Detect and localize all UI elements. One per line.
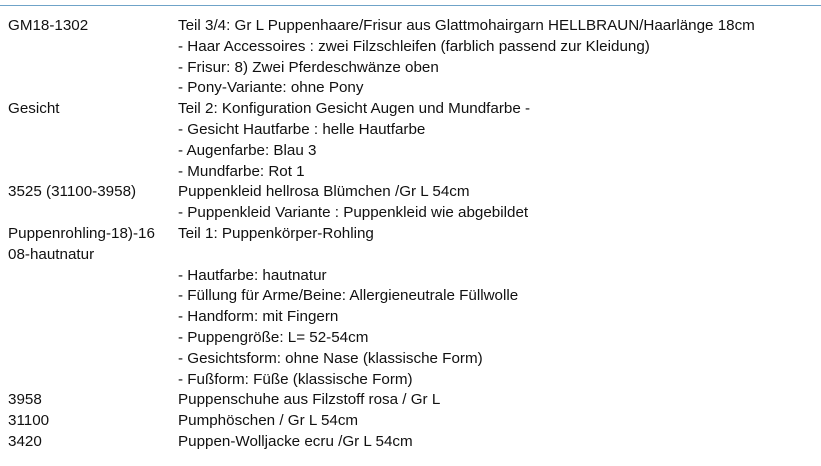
description-line: - Hautfarbe: hautnatur [178,266,327,284]
description-line: Teil 3/4: Gr L Puppenhaare/Frisur aus Glattmohairgarn HELLBRAUN/Haarlänge 18cm [178,17,755,34]
item-description [178,432,820,453]
description-line: - Haar Accessoires : zwei Filzschleifen (farblich passend zur Kleidung) [178,37,650,55]
description-line: Teil 1: Puppenkörper-Rohling [178,224,374,242]
description-line: Teil 2: Konfiguration Gesicht Augen und Mundfarbe - [178,100,531,118]
table-row [8,99,820,182]
description-line: Puppenschuhe aus Filzstoff rosa / Gr L [178,391,441,409]
table-row [8,411,820,432]
description-line: - Augenfarbe: Blau 3 [178,141,317,159]
description-line: Pumphöschen / Gr L 54cm [178,412,359,430]
item-code: 3958 [8,391,42,409]
item-code: 31100 [8,412,50,430]
top-divider [0,5,821,6]
item-code: Gesicht [8,100,60,118]
item-description [178,182,820,224]
description-line: - Gesicht Hautfarbe : helle Hautfarbe [178,120,426,138]
table-row [8,390,820,411]
description-line: - Füllung für Arme/Beine: Allergieneutrale Füllwolle [178,287,519,305]
table-row [8,16,820,99]
description-line: Puppenkleid hellrosa Blümchen /Gr L 54cm [178,183,470,201]
item-description [178,99,820,182]
description-line: - Mundfarbe: Rot 1 [178,162,305,180]
description-line: - Puppengröße: L= 52-54cm [178,328,369,346]
item-description [178,411,820,432]
description-line: - Fußform: Füße (klassische Form) [178,370,413,388]
description-line: - Frisur: 8) Zwei Pferdeschwänze oben [178,58,439,76]
description-line-blank [178,245,820,266]
item-code: GM18-1302 [8,17,89,34]
item-description [178,16,820,99]
table-row [8,224,820,390]
item-description [178,390,820,411]
item-code: Puppenrohling-18)-16 08-hautnatur [8,224,155,263]
item-code: 3525 (31100-3958) [8,183,137,201]
table-row [8,432,820,453]
description-line: - Pony-Variante: ohne Pony [178,79,364,97]
description-line: - Puppenkleid Variante : Puppenkleid wie abgebildet [178,204,529,222]
description-line: - Gesichtsform: ohne Nase (klassische Form) [178,349,483,367]
description-line: - Handform: mit Fingern [178,308,339,326]
description-line: Puppen-Wolljacke ecru /Gr L 54cm [178,432,413,450]
table-row [8,182,820,224]
item-description [178,224,820,390]
item-code: 3420 [8,432,42,450]
order-items-table [8,16,820,453]
